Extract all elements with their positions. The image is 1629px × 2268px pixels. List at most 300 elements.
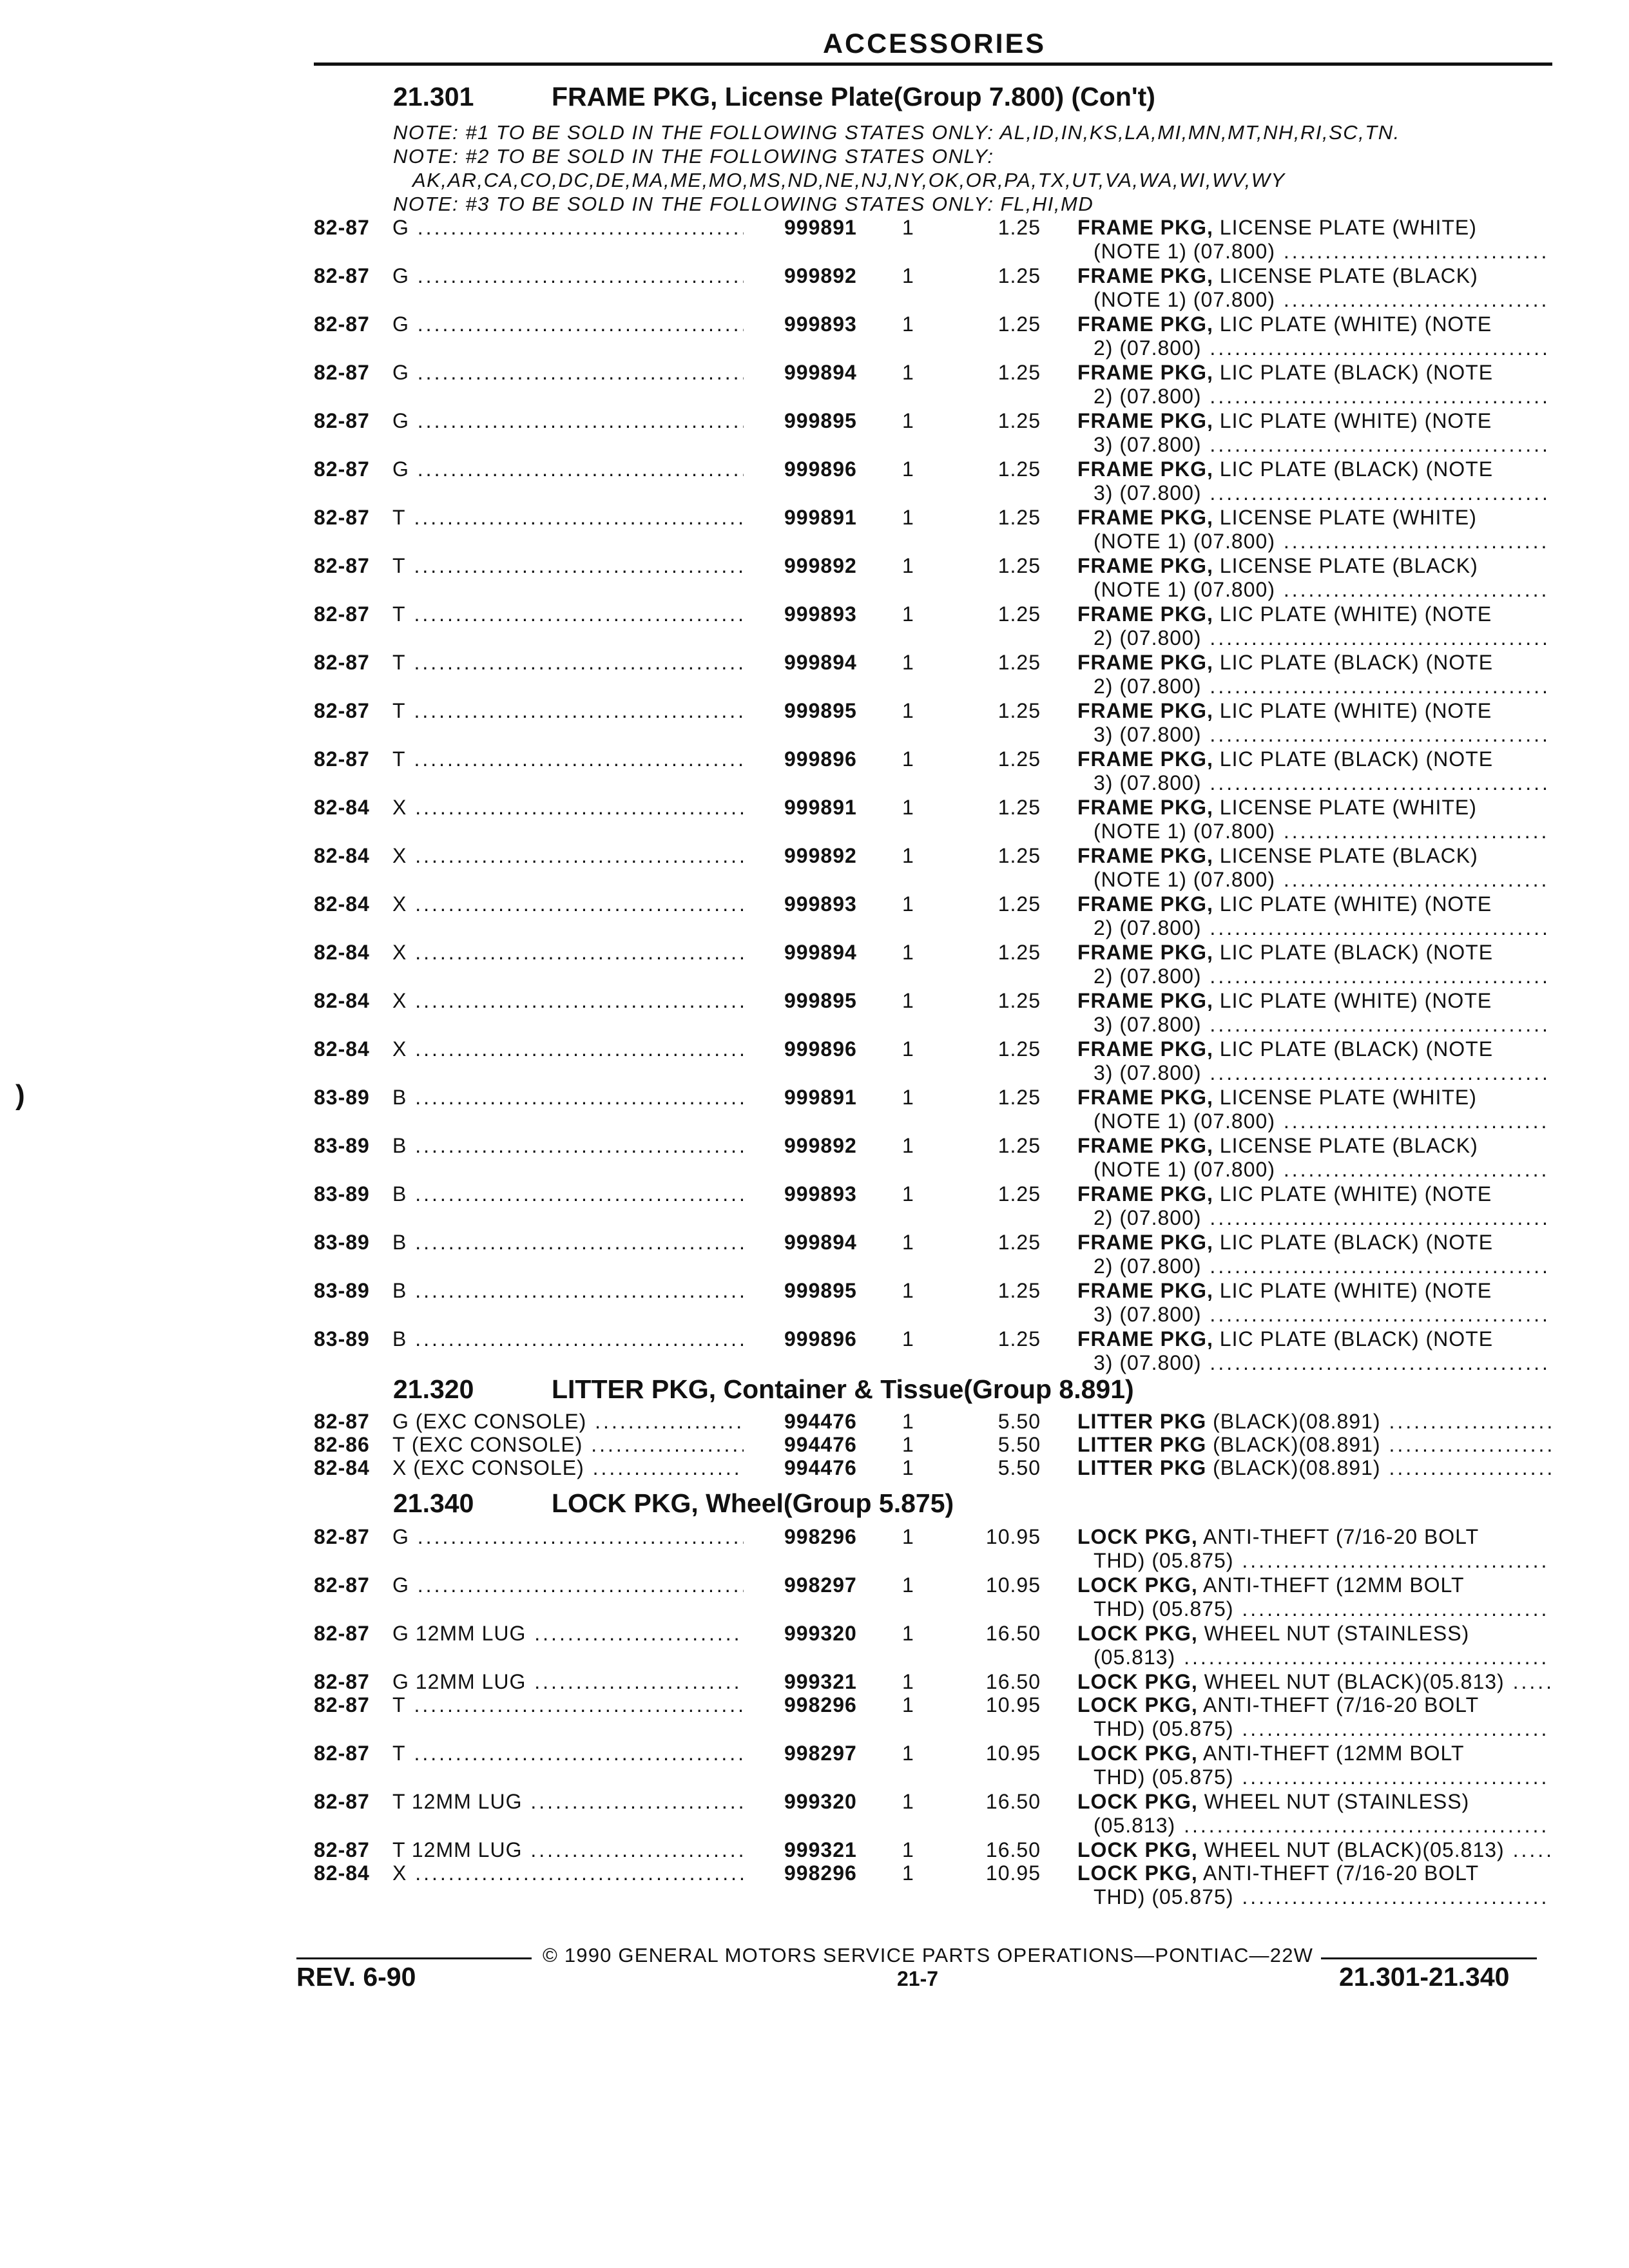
description-text: LIC PLATE (BLACK) (NOTE bbox=[1213, 1327, 1494, 1350]
description-text: ANTI-THEFT (12MM BOLT bbox=[1197, 1742, 1465, 1765]
model-code: T ..... bbox=[392, 1693, 744, 1716]
description-keyword: LITTER PKG bbox=[1077, 1433, 1207, 1456]
description-text: WHEEL NUT (STAINLESS) bbox=[1197, 1790, 1470, 1813]
description-keyword: FRAME PKG, bbox=[1077, 1327, 1213, 1350]
table-row bbox=[314, 409, 1551, 457]
note-line: AK,AR,CA,CO,DC,DE,MA,ME,MO,MS,ND,NE,NJ,NY,OK,OR,PA,TX,UT,VA,WA,WI,WV,WY bbox=[412, 169, 1286, 191]
description-text: LIC PLATE (WHITE) (NOTE bbox=[1213, 699, 1492, 722]
table-row bbox=[314, 1327, 1551, 1376]
part-number: 999892 bbox=[784, 554, 857, 577]
description bbox=[1077, 1525, 1554, 1548]
part-number: 999893 bbox=[784, 1182, 857, 1206]
quantity: 1 bbox=[902, 747, 914, 771]
description-continued: 2) (07.800) ..... bbox=[1094, 965, 1551, 988]
unit-price: 10.95 bbox=[985, 1525, 1041, 1548]
part-number: 999894 bbox=[784, 651, 857, 674]
description-keyword: FRAME PKG, bbox=[1077, 699, 1213, 722]
description-keyword: LOCK PKG, bbox=[1077, 1525, 1198, 1548]
description-continued: 3) (07.800) ..... bbox=[1094, 433, 1551, 456]
description-continued: 3) (07.800) ..... bbox=[1094, 771, 1551, 794]
description bbox=[1077, 699, 1554, 722]
copyright-notice: © 1990 GENERAL MOTORS SERVICE PARTS OPERATIONS—PONTIAC—22W bbox=[543, 1944, 1314, 1966]
unit-price: 1.25 bbox=[998, 506, 1041, 529]
description-continued: THD) (05.875) ..... bbox=[1094, 1549, 1551, 1572]
description-keyword: FRAME PKG, bbox=[1077, 602, 1213, 626]
description-continued: 3) (07.800) ..... bbox=[1094, 481, 1551, 505]
description bbox=[1077, 1279, 1554, 1302]
description-continued: 3) (07.800) ..... bbox=[1094, 1013, 1551, 1036]
model-years: 83-89 bbox=[314, 1182, 370, 1206]
quantity: 1 bbox=[902, 1182, 914, 1206]
model-code: X ..... bbox=[392, 796, 744, 819]
model-code: G ..... bbox=[392, 1525, 744, 1548]
unit-price: 1.25 bbox=[998, 216, 1041, 239]
model-years: 82-87 bbox=[314, 1573, 370, 1597]
table-row bbox=[314, 1456, 1551, 1479]
quantity: 1 bbox=[902, 941, 914, 964]
model-years: 82-87 bbox=[314, 651, 370, 674]
description-text: LICENSE PLATE (BLACK) bbox=[1213, 1134, 1478, 1157]
model-code: T ..... bbox=[392, 651, 744, 674]
description-keyword: LOCK PKG, bbox=[1077, 1790, 1198, 1813]
part-number: 999320 bbox=[784, 1790, 857, 1813]
quantity: 1 bbox=[902, 1670, 914, 1693]
model-code: X ..... bbox=[392, 892, 744, 916]
model-code: X ..... bbox=[392, 989, 744, 1012]
model-years: 82-87 bbox=[314, 312, 370, 336]
table-row bbox=[314, 844, 1551, 892]
quantity: 1 bbox=[902, 409, 914, 432]
part-number: 994476 bbox=[784, 1410, 857, 1433]
model-years: 82-87 bbox=[314, 361, 370, 384]
description bbox=[1077, 1622, 1554, 1645]
part-number: 999892 bbox=[784, 844, 857, 867]
description-continued: (05.813) ..... bbox=[1094, 1646, 1551, 1669]
model-years: 82-84 bbox=[314, 844, 370, 867]
description-text: LIC PLATE (BLACK) (NOTE bbox=[1213, 941, 1494, 964]
description-text: WHEEL NUT (BLACK)(05.813) bbox=[1197, 1838, 1505, 1861]
footer-rule-right bbox=[1321, 1957, 1537, 1959]
model-years: 82-87 bbox=[314, 409, 370, 432]
description bbox=[1077, 1433, 1554, 1456]
description-text: LICENSE PLATE (WHITE) bbox=[1213, 506, 1477, 529]
description-text: LIC PLATE (WHITE) (NOTE bbox=[1213, 1182, 1492, 1206]
table-row bbox=[314, 1573, 1551, 1622]
description bbox=[1077, 796, 1554, 819]
section-title: LITTER PKG, Container & Tissue(Group 8.891) bbox=[552, 1374, 1134, 1404]
section-heading-21-301 bbox=[393, 82, 1155, 112]
description-continued: (NOTE 1) (07.800) ..... bbox=[1094, 1110, 1551, 1133]
description bbox=[1077, 1037, 1554, 1061]
table-row bbox=[314, 1134, 1551, 1182]
quantity: 1 bbox=[902, 602, 914, 626]
section-heading-21-320 bbox=[393, 1374, 1134, 1405]
unit-price: 5.50 bbox=[998, 1410, 1041, 1433]
description bbox=[1077, 844, 1554, 867]
model-years: 83-89 bbox=[314, 1279, 370, 1302]
model-code: T ..... bbox=[392, 699, 744, 722]
table-row bbox=[314, 989, 1551, 1037]
description-continued: (NOTE 1) (07.800) ..... bbox=[1094, 1158, 1551, 1181]
quantity: 1 bbox=[902, 1327, 914, 1350]
description bbox=[1077, 457, 1554, 481]
part-number: 999895 bbox=[784, 409, 857, 432]
description-keyword: LITTER PKG bbox=[1077, 1456, 1207, 1479]
description-continued: 2) (07.800) ..... bbox=[1094, 1254, 1551, 1278]
table-row bbox=[314, 1410, 1551, 1433]
unit-price: 1.25 bbox=[998, 554, 1041, 577]
description-keyword: FRAME PKG, bbox=[1077, 1037, 1213, 1061]
description-keyword: FRAME PKG, bbox=[1077, 1086, 1213, 1109]
quantity: 1 bbox=[902, 796, 914, 819]
model-code: T (EXC CONSOLE) ..... bbox=[392, 1433, 744, 1456]
description-text: LICENSE PLATE (BLACK) bbox=[1213, 554, 1478, 577]
unit-price: 1.25 bbox=[998, 1134, 1041, 1157]
model-years: 83-89 bbox=[314, 1134, 370, 1157]
part-number: 999895 bbox=[784, 699, 857, 722]
description-text: LIC PLATE (WHITE) (NOTE bbox=[1213, 892, 1492, 916]
unit-price: 1.25 bbox=[998, 361, 1041, 384]
unit-price: 1.25 bbox=[998, 747, 1041, 771]
part-number: 998296 bbox=[784, 1525, 857, 1548]
model-code: T ..... bbox=[392, 506, 744, 529]
description bbox=[1077, 747, 1554, 771]
description-continued: 2) (07.800) ..... bbox=[1094, 336, 1551, 360]
description bbox=[1077, 264, 1554, 287]
part-number: 998297 bbox=[784, 1742, 857, 1765]
part-number: 999895 bbox=[784, 989, 857, 1012]
unit-price: 1.25 bbox=[998, 409, 1041, 432]
description-continued: 2) (07.800) ..... bbox=[1094, 385, 1551, 408]
quantity: 1 bbox=[902, 1231, 914, 1254]
description-text: ANTI-THEFT (7/16-20 BOLT bbox=[1197, 1525, 1480, 1548]
description-continued: (NOTE 1) (07.800) ..... bbox=[1094, 578, 1551, 601]
description bbox=[1077, 1790, 1554, 1813]
description-text: LICENSE PLATE (BLACK) bbox=[1213, 264, 1478, 287]
part-number: 999891 bbox=[784, 216, 857, 239]
part-number: 998296 bbox=[784, 1861, 857, 1885]
table-row bbox=[314, 747, 1551, 796]
description bbox=[1077, 1086, 1554, 1109]
quantity: 1 bbox=[902, 892, 914, 916]
description-keyword: LOCK PKG, bbox=[1077, 1622, 1198, 1645]
table-row bbox=[314, 796, 1551, 844]
quantity: 1 bbox=[902, 1861, 914, 1885]
description-text: LIC PLATE (BLACK) (NOTE bbox=[1213, 361, 1494, 384]
description-text: ANTI-THEFT (7/16-20 BOLT bbox=[1197, 1693, 1480, 1716]
description bbox=[1077, 1838, 1554, 1861]
model-years: 83-89 bbox=[314, 1086, 370, 1109]
model-code: X (EXC CONSOLE) ..... bbox=[392, 1456, 744, 1479]
quantity: 1 bbox=[902, 1037, 914, 1061]
part-number: 998297 bbox=[784, 1573, 857, 1597]
description-keyword: LOCK PKG, bbox=[1077, 1693, 1198, 1716]
description-keyword: LOCK PKG, bbox=[1077, 1838, 1198, 1861]
description-text: LIC PLATE (BLACK) (NOTE bbox=[1213, 747, 1494, 771]
description-continued: THD) (05.875) ..... bbox=[1094, 1765, 1551, 1789]
unit-price: 1.25 bbox=[998, 989, 1041, 1012]
description bbox=[1077, 506, 1554, 529]
description-continued: 3) (07.800) ..... bbox=[1094, 1351, 1551, 1374]
description-keyword: LOCK PKG, bbox=[1077, 1573, 1198, 1597]
description-continued: THD) (05.875) ..... bbox=[1094, 1885, 1551, 1908]
description-keyword: FRAME PKG, bbox=[1077, 1279, 1213, 1302]
description-keyword: LOCK PKG, bbox=[1077, 1670, 1198, 1693]
description bbox=[1077, 1134, 1554, 1157]
part-number: 999896 bbox=[784, 457, 857, 481]
model-code: T 12MM LUG ..... bbox=[392, 1790, 744, 1813]
table-row bbox=[314, 1086, 1551, 1134]
quantity: 1 bbox=[902, 1790, 914, 1813]
quantity: 1 bbox=[902, 1410, 914, 1433]
part-number: 999893 bbox=[784, 892, 857, 916]
model-code: T ..... bbox=[392, 602, 744, 626]
description-text: LIC PLATE (BLACK) (NOTE bbox=[1213, 651, 1494, 674]
section-number: 21.301 bbox=[393, 82, 474, 111]
description-keyword: FRAME PKG, bbox=[1077, 941, 1213, 964]
description-continued: 3) (07.800) ..... bbox=[1094, 723, 1551, 746]
part-number: 999891 bbox=[784, 1086, 857, 1109]
description-continued: (NOTE 1) (07.800) ..... bbox=[1094, 240, 1551, 263]
description bbox=[1077, 216, 1554, 239]
unit-price: 1.25 bbox=[998, 457, 1041, 481]
unit-price: 1.25 bbox=[998, 796, 1041, 819]
model-years: 82-87 bbox=[314, 1622, 370, 1645]
table-row bbox=[314, 1525, 1551, 1573]
model-code: T ..... bbox=[392, 554, 744, 577]
section-number: 21.340 bbox=[393, 1488, 474, 1518]
description-keyword: LITTER PKG bbox=[1077, 1410, 1207, 1433]
footer-rule-left bbox=[296, 1957, 532, 1959]
description-text: (BLACK)(08.891) bbox=[1206, 1456, 1381, 1479]
description-keyword: LOCK PKG, bbox=[1077, 1742, 1198, 1765]
quantity: 1 bbox=[902, 554, 914, 577]
part-number: 999894 bbox=[784, 1231, 857, 1254]
unit-price: 1.25 bbox=[998, 1086, 1041, 1109]
description bbox=[1077, 1742, 1554, 1765]
model-years: 82-87 bbox=[314, 602, 370, 626]
description bbox=[1077, 409, 1554, 432]
model-code: T ..... bbox=[392, 747, 744, 771]
unit-price: 1.25 bbox=[998, 1182, 1041, 1206]
table-row bbox=[314, 1838, 1551, 1861]
quantity: 1 bbox=[902, 1279, 914, 1302]
quantity: 1 bbox=[902, 1456, 914, 1479]
unit-price: 1.25 bbox=[998, 699, 1041, 722]
unit-price: 16.50 bbox=[985, 1838, 1041, 1861]
parts-list-litter-pkg bbox=[314, 1410, 1551, 1479]
model-years: 82-87 bbox=[314, 1525, 370, 1548]
part-number: 994476 bbox=[784, 1433, 857, 1456]
model-years: 82-86 bbox=[314, 1433, 370, 1456]
part-number: 999891 bbox=[784, 796, 857, 819]
description-continued: (NOTE 1) (07.800) ..... bbox=[1094, 868, 1551, 891]
description-continued: (NOTE 1) (07.800) ..... bbox=[1094, 820, 1551, 843]
description bbox=[1077, 361, 1554, 384]
unit-price: 16.50 bbox=[985, 1790, 1041, 1813]
revision-label: REV. 6-90 bbox=[296, 1962, 416, 1992]
table-row bbox=[314, 216, 1551, 264]
description-text: LIC PLATE (WHITE) (NOTE bbox=[1213, 602, 1492, 626]
table-row bbox=[314, 602, 1551, 651]
description-text: WHEEL NUT (BLACK)(05.813) bbox=[1197, 1670, 1505, 1693]
description-text: LICENSE PLATE (BLACK) bbox=[1213, 844, 1478, 867]
part-number: 999894 bbox=[784, 361, 857, 384]
description-text: LIC PLATE (WHITE) (NOTE bbox=[1213, 989, 1492, 1012]
description-text: (BLACK)(08.891) bbox=[1206, 1433, 1381, 1456]
description-text: LIC PLATE (WHITE) (NOTE bbox=[1213, 312, 1492, 336]
model-years: 82-87 bbox=[314, 699, 370, 722]
parts-list-frame-pkg bbox=[314, 216, 1551, 1376]
unit-price: 1.25 bbox=[998, 1327, 1041, 1350]
part-number: 999892 bbox=[784, 264, 857, 287]
unit-price: 5.50 bbox=[998, 1433, 1041, 1456]
description bbox=[1077, 989, 1554, 1012]
unit-price: 1.25 bbox=[998, 264, 1041, 287]
table-row bbox=[314, 1433, 1551, 1456]
part-number: 999894 bbox=[784, 941, 857, 964]
header-rule bbox=[314, 62, 1552, 66]
table-row bbox=[314, 457, 1551, 506]
model-years: 82-84 bbox=[314, 1456, 370, 1479]
quantity: 1 bbox=[902, 1433, 914, 1456]
unit-price: 1.25 bbox=[998, 651, 1041, 674]
unit-price: 16.50 bbox=[985, 1622, 1041, 1645]
part-number: 994476 bbox=[784, 1456, 857, 1479]
unit-price: 1.25 bbox=[998, 892, 1041, 916]
section-number: 21.320 bbox=[393, 1374, 474, 1404]
model-code: B ..... bbox=[392, 1327, 744, 1350]
table-row bbox=[314, 264, 1551, 312]
table-row bbox=[314, 312, 1551, 361]
model-years: 82-87 bbox=[314, 554, 370, 577]
table-row bbox=[314, 506, 1551, 554]
description-text: LIC PLATE (WHITE) (NOTE bbox=[1213, 1279, 1492, 1302]
quantity: 1 bbox=[902, 1693, 914, 1716]
model-code: B ..... bbox=[392, 1134, 744, 1157]
quantity: 1 bbox=[902, 1525, 914, 1548]
model-code: G 12MM LUG ..... bbox=[392, 1670, 744, 1693]
model-code: B ..... bbox=[392, 1231, 744, 1254]
description bbox=[1077, 312, 1554, 336]
description-continued: (05.813) ..... bbox=[1094, 1814, 1551, 1837]
model-years: 82-84 bbox=[314, 1037, 370, 1061]
description-continued: 2) (07.800) ..... bbox=[1094, 675, 1551, 698]
description-keyword: FRAME PKG, bbox=[1077, 892, 1213, 916]
model-years: 82-84 bbox=[314, 941, 370, 964]
description-continued: 2) (07.800) ..... bbox=[1094, 1206, 1551, 1229]
description-continued: (NOTE 1) (07.800) ..... bbox=[1094, 530, 1551, 553]
description-keyword: FRAME PKG, bbox=[1077, 312, 1213, 336]
section-title: LOCK PKG, Wheel(Group 5.875) bbox=[552, 1488, 954, 1518]
unit-price: 1.25 bbox=[998, 1231, 1041, 1254]
description-continued: (NOTE 1) (07.800) ..... bbox=[1094, 288, 1551, 311]
quantity: 1 bbox=[902, 1134, 914, 1157]
description-continued: 3) (07.800) ..... bbox=[1094, 1303, 1551, 1326]
description bbox=[1077, 1573, 1554, 1597]
page-title: ACCESSORIES bbox=[822, 28, 1046, 59]
description bbox=[1077, 554, 1554, 577]
description bbox=[1077, 1861, 1554, 1885]
description-text: LICENSE PLATE (WHITE) bbox=[1213, 216, 1477, 239]
description bbox=[1077, 1693, 1554, 1716]
table-row bbox=[314, 699, 1551, 747]
quantity: 1 bbox=[902, 312, 914, 336]
part-number: 999893 bbox=[784, 602, 857, 626]
quantity: 1 bbox=[902, 506, 914, 529]
table-row bbox=[314, 1279, 1551, 1327]
quantity: 1 bbox=[902, 457, 914, 481]
table-row bbox=[314, 1622, 1551, 1670]
unit-price: 1.25 bbox=[998, 844, 1041, 867]
description-text: LIC PLATE (WHITE) (NOTE bbox=[1213, 409, 1492, 432]
description-text: WHEEL NUT (STAINLESS) bbox=[1197, 1622, 1470, 1645]
description-continued: 2) (07.800) ..... bbox=[1094, 916, 1551, 939]
description-keyword: FRAME PKG, bbox=[1077, 844, 1213, 867]
model-code: G ..... bbox=[392, 216, 744, 239]
quantity: 1 bbox=[902, 1573, 914, 1597]
page-number: 21-7 bbox=[897, 1967, 939, 1990]
model-years: 83-89 bbox=[314, 1327, 370, 1350]
table-row bbox=[314, 1790, 1551, 1838]
description bbox=[1077, 1182, 1554, 1206]
description-continued: THD) (05.875) ..... bbox=[1094, 1717, 1551, 1740]
quantity: 1 bbox=[902, 361, 914, 384]
quantity: 1 bbox=[902, 264, 914, 287]
part-number: 999896 bbox=[784, 747, 857, 771]
description-keyword: FRAME PKG, bbox=[1077, 409, 1213, 432]
quantity: 1 bbox=[902, 1838, 914, 1861]
model-years: 82-87 bbox=[314, 264, 370, 287]
unit-price: 10.95 bbox=[985, 1573, 1041, 1597]
note-line: NOTE: #2 TO BE SOLD IN THE FOLLOWING STATES ONLY: bbox=[393, 145, 994, 168]
model-years: 82-84 bbox=[314, 989, 370, 1012]
description-keyword: FRAME PKG, bbox=[1077, 651, 1213, 674]
table-row bbox=[314, 554, 1551, 602]
parts-list-lock-pkg bbox=[314, 1525, 1551, 1910]
unit-price: 10.95 bbox=[985, 1693, 1041, 1716]
part-number: 999896 bbox=[784, 1037, 857, 1061]
section-range: 21.301-21.340 bbox=[1339, 1962, 1510, 1992]
model-code: B ..... bbox=[392, 1086, 744, 1109]
part-number: 999891 bbox=[784, 506, 857, 529]
unit-price: 10.95 bbox=[985, 1861, 1041, 1885]
description-keyword: LOCK PKG, bbox=[1077, 1861, 1198, 1885]
description-keyword: FRAME PKG, bbox=[1077, 796, 1213, 819]
description bbox=[1077, 941, 1554, 964]
table-row bbox=[314, 361, 1551, 409]
description-keyword: FRAME PKG, bbox=[1077, 1231, 1213, 1254]
model-years: 82-84 bbox=[314, 892, 370, 916]
quantity: 1 bbox=[902, 1622, 914, 1645]
description-text: LIC PLATE (BLACK) (NOTE bbox=[1213, 457, 1494, 481]
description bbox=[1077, 1327, 1554, 1350]
model-years: 82-87 bbox=[314, 1670, 370, 1693]
model-years: 82-87 bbox=[314, 506, 370, 529]
model-years: 82-87 bbox=[314, 457, 370, 481]
state-notes bbox=[393, 120, 1400, 216]
part-number: 999321 bbox=[784, 1838, 857, 1861]
description-text: LICENSE PLATE (WHITE) bbox=[1213, 796, 1477, 819]
model-code: B ..... bbox=[392, 1182, 744, 1206]
table-row bbox=[314, 1693, 1551, 1742]
model-code: G 12MM LUG ..... bbox=[392, 1622, 744, 1645]
model-years: 82-87 bbox=[314, 1742, 370, 1765]
description-text: ANTI-THEFT (7/16-20 BOLT bbox=[1197, 1861, 1480, 1885]
description-keyword: FRAME PKG, bbox=[1077, 747, 1213, 771]
quantity: 1 bbox=[902, 699, 914, 722]
part-number: 999320 bbox=[784, 1622, 857, 1645]
